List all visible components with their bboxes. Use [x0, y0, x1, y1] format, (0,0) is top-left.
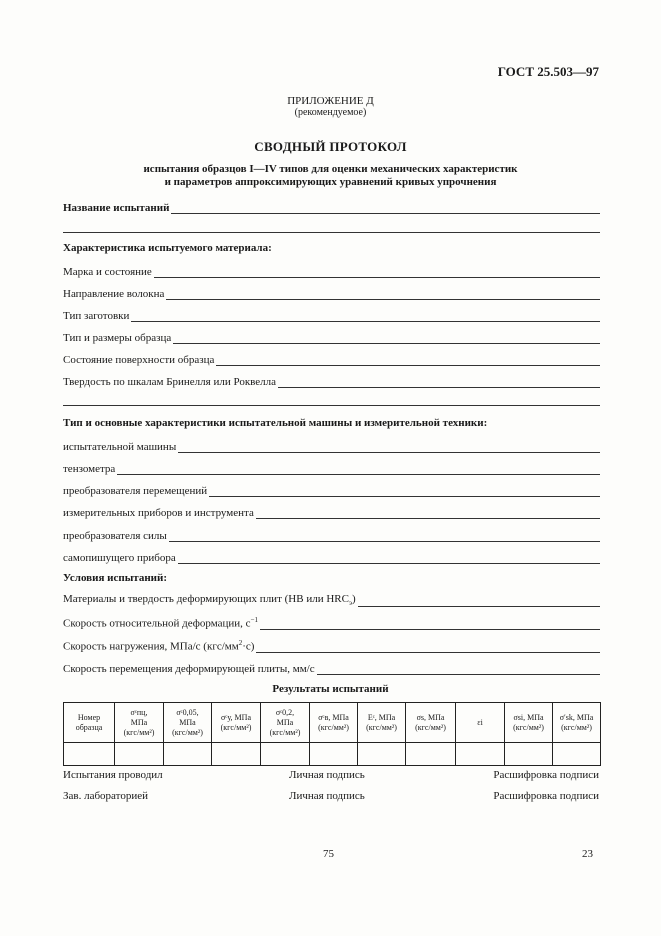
field-blank[interactable]	[216, 355, 600, 366]
column-header: σᶜв, МПа (кгс/мм²)	[310, 703, 358, 743]
column-header: σs, МПа (кгс/мм²)	[406, 703, 456, 743]
material-field	[63, 330, 600, 344]
column-header: Номер образца	[64, 703, 115, 743]
table-cell[interactable]	[310, 743, 358, 766]
column-header: εi	[456, 703, 505, 743]
field-blank[interactable]	[317, 664, 600, 675]
column-header: σᶜу, МПа (кгс/мм²)	[212, 703, 261, 743]
table-cell[interactable]	[553, 743, 601, 766]
field-label: преобразователя перемещений	[63, 485, 208, 497]
appendix-title: ПРИЛОЖЕНИЕ Д	[287, 95, 374, 107]
center-page-number: 75	[323, 848, 334, 860]
field-label: измерительных приборов и инструмента	[63, 507, 254, 519]
column-header: σsi, МПа (кгс/мм²)	[505, 703, 553, 743]
table-cell[interactable]	[505, 743, 553, 766]
column-header: Eᶜ, МПа (кгс/мм²)	[358, 703, 406, 743]
column-header: σᶜ0,05, МПа (кгс/мм²)	[164, 703, 212, 743]
table-cell[interactable]	[212, 743, 261, 766]
signature-decoding: Расшифровка подписи	[493, 769, 599, 781]
field-label: Направление волокна	[63, 288, 165, 300]
field-blank[interactable]	[209, 486, 600, 497]
field-blank[interactable]	[131, 311, 600, 322]
table-cell[interactable]	[64, 743, 115, 766]
material-field	[63, 308, 600, 322]
field-blank[interactable]	[178, 442, 600, 453]
material-field	[63, 286, 600, 300]
machine-field	[63, 528, 600, 542]
signature-role: Зав. лабораторией	[63, 790, 148, 802]
material-blank-extra[interactable]	[63, 405, 600, 406]
results-table	[63, 702, 601, 766]
table-cell[interactable]	[456, 743, 505, 766]
strain-rate-field	[63, 616, 600, 630]
table-cell[interactable]	[358, 743, 406, 766]
field-label: испытательной машины	[63, 441, 177, 453]
appendix-note: (рекомендуемое)	[294, 107, 367, 118]
column-header: σᶜпц, МПа (кгс/мм²)	[115, 703, 164, 743]
protocol-title: СВОДНЫЙ ПРОТОКОЛ	[254, 139, 407, 154]
field-label: Скорость нагружения, МПа/с $(кгс/мм^2\cdot с)$	[63, 639, 255, 653]
column-header: σᶜ0,2, МПа (кгс/мм²)	[261, 703, 310, 743]
results-header-row	[64, 703, 601, 743]
subtitle-line-2: и параметров аппроксимирующих уравнений кривых упрочнения	[164, 176, 497, 188]
field-label: самопишущего прибора	[63, 552, 176, 564]
field-label: Скорость относительной деформации, $с^{-1}$	[63, 616, 259, 630]
signature-decoding: Расшифровка подписи	[493, 790, 599, 802]
column-header: σ′sk, МПа (кгс/мм²)	[553, 703, 601, 743]
field-blank[interactable]	[256, 642, 600, 653]
test-name-field	[63, 200, 600, 214]
field-blank[interactable]	[278, 377, 600, 388]
protocol-subtitle	[0, 163, 661, 189]
load-rate-field	[63, 639, 600, 653]
machine-field	[63, 550, 600, 564]
table-cell[interactable]	[261, 743, 310, 766]
material-field	[63, 374, 600, 388]
signature-personal: Личная подпись	[289, 790, 365, 802]
results-empty-row	[64, 743, 601, 766]
signature-personal: Личная подпись	[289, 769, 365, 781]
machine-field	[63, 505, 600, 519]
field-label: Тип и размеры образца	[63, 332, 172, 344]
field-label: Скорость перемещения деформирующей плиты, мм/с	[63, 663, 315, 675]
machine-heading: Тип и основные характеристики испытательной машины и измерительной техники:	[63, 417, 488, 429]
field-label: Марка и состояние	[63, 266, 152, 278]
page-number: 23	[582, 848, 593, 860]
field-blank[interactable]	[154, 267, 600, 278]
field-blank[interactable]	[256, 508, 600, 519]
field-label: тензометра	[63, 463, 116, 475]
field-label: Твердость по шкалам Бринелля или Роквелла	[63, 376, 277, 388]
plates-field	[63, 593, 600, 607]
material-field	[63, 264, 600, 278]
field-blank[interactable]	[169, 531, 600, 542]
table-cell[interactable]	[115, 743, 164, 766]
field-label: Материалы и твердость деформирующих плит (HB или $HRC_э$)	[63, 592, 356, 607]
table-cell[interactable]	[164, 743, 212, 766]
field-label: Тип заготовки	[63, 310, 130, 322]
plate-speed-field	[63, 661, 600, 675]
material-heading: Характеристика испытуемого материала:	[63, 242, 272, 254]
results-title: Результаты испытаний	[272, 683, 389, 695]
machine-field	[63, 461, 600, 475]
conditions-heading: Условия испытаний:	[63, 572, 168, 584]
field-blank[interactable]	[260, 619, 600, 630]
field-blank[interactable]	[117, 464, 600, 475]
field-label: преобразователя силы	[63, 530, 167, 542]
field-blank[interactable]	[166, 289, 600, 300]
field-label: Состояние поверхности образца	[63, 354, 215, 366]
field-blank[interactable]	[173, 333, 600, 344]
field-blank[interactable]	[178, 553, 600, 564]
field-blank[interactable]	[358, 596, 600, 607]
standard-number: ГОСТ 25.503—97	[497, 64, 599, 79]
machine-field	[63, 439, 600, 453]
material-field	[63, 352, 600, 366]
table-cell[interactable]	[406, 743, 456, 766]
appendix-heading	[0, 95, 661, 119]
test-name-label: Название испытаний	[63, 202, 170, 214]
machine-field	[63, 483, 600, 497]
test-name-blank-2[interactable]	[63, 232, 600, 233]
signature-role: Испытания проводил	[63, 769, 163, 781]
subtitle-line-1: испытания образцов I—IV типов для оценки механических характеристик	[143, 163, 518, 175]
test-name-blank[interactable]	[171, 203, 600, 214]
